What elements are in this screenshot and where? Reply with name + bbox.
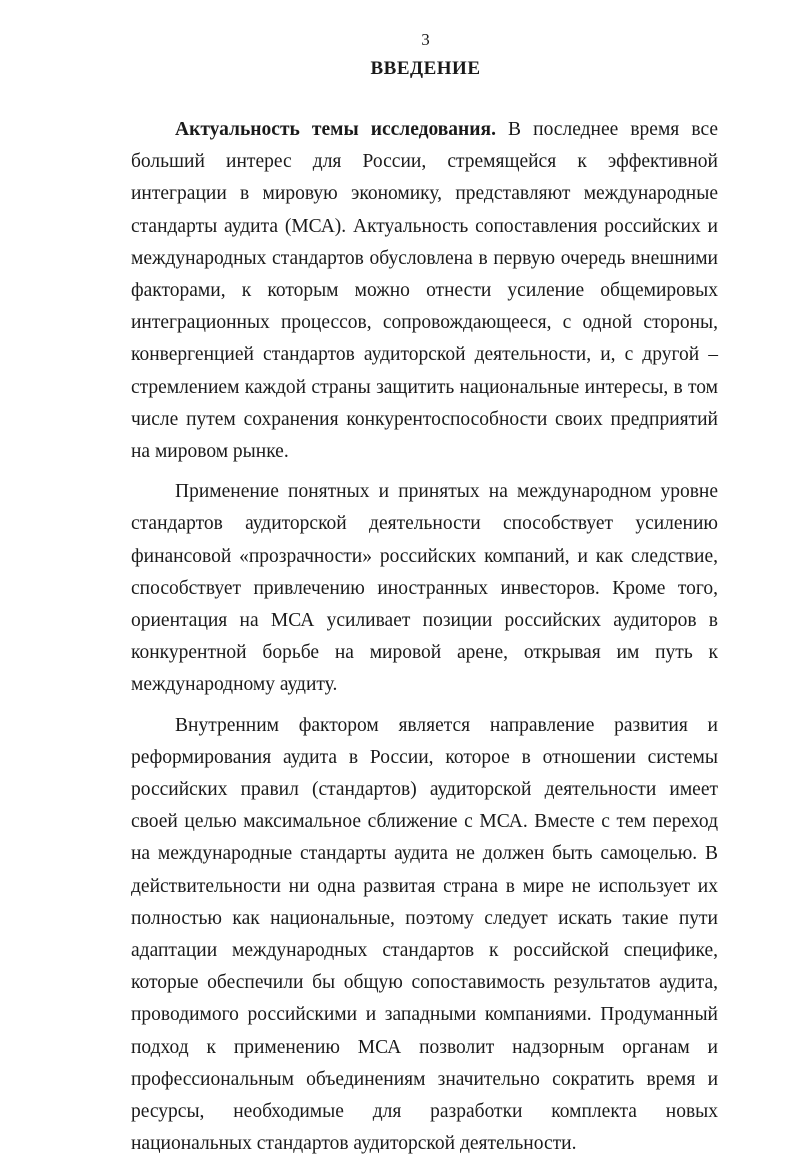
body-text (131, 114, 718, 1169)
paragraph-relevance (131, 114, 718, 468)
paragraph-text: В последнее время все больший интерес для России, стремящейся к эффективной интеграции в мировую экономику, представляют международные стандарты аудита (МСА). Актуальность сопоставления российских и международных стандартов обусловлена в первую очередь внешними факторами, к которым можно отнести усиление общемировых интеграционных процессов, сопровождающееся, с одной стороны, конвергенцией стандартов аудиторской деятельности, и, с другой – стремлением каждой страны защитить национальные интересы, в том числе путем сохранения конкурентоспособности своих предприятий на мировом рынке. (131, 119, 718, 463)
paragraph-text: Внутренним фактором является направление развития и реформирования аудита в России, которое в отношении системы российских правил (стандартов) аудиторской деятельности имеет своей целью максимальное сближение с МСА. Вместе с тем переход на международные стандарты аудита не должен быть самоцелью. В действительности ни одна развитая страна в мире не использует их полностью как национальные, поэтому следует искать такие пути адаптации международных стандартов к российской специфике, которые обеспечили бы общую сопоставимость результатов аудита, проводимого российскими и западными компаниями. Продуманный подход к применению МСА позволит надзорным органам и профессиональным объединениям значительно сократить время и ресурсы, необходимые для разработки комплекта новых национальных стандартов аудиторской деятельности. (131, 714, 718, 1155)
paragraph-internal-factor (131, 710, 718, 1161)
paragraph-text: Применение понятных и принятых на международном уровне стандартов аудиторской деятельности способствует усилению финансовой «прозрачности» российских компаний, и как следствие, способствует привлечению иностранных инвесторов. Кроме того, ориентация на МСА усиливает позиции российских аудиторов в конкурентной борьбе на мировой арене, открывая им путь к международному аудиту. (131, 481, 718, 696)
page-number: 3 (421, 30, 430, 49)
paragraph-application (131, 476, 718, 701)
section-heading: ВВЕДЕНИЕ (370, 58, 481, 79)
paragraph-lead: Актуальность темы исследования. (175, 119, 496, 140)
